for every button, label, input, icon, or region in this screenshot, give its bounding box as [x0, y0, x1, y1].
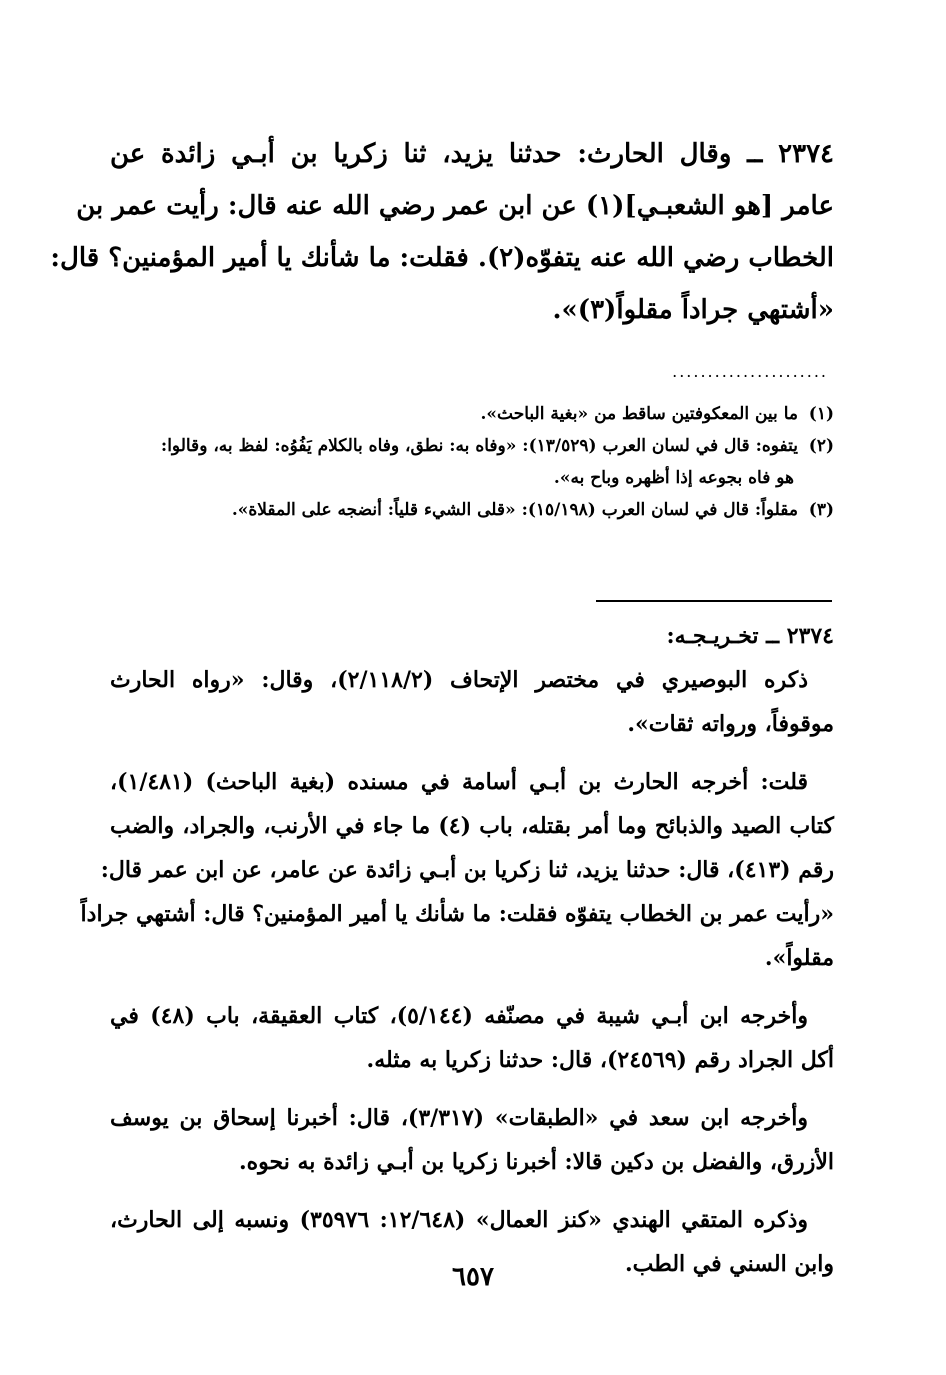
- footnote-text: هو فاه بجوعه إذا أظهره وباح به».: [553, 468, 794, 488]
- footnote-number: (١): [808, 404, 834, 424]
- takhrij-section: [80, 614, 834, 1286]
- paragraph-line: وذكره المتقي الهندي «كنز العمال» (١٢/٦٤٨: ٣٥٩٧٦) ونسبه إلى الحارث،: [110, 1207, 808, 1233]
- hadith-line: ٢٣٧٤ ــ وقال الحارث: حدثنا يزيد، ثنا زكريا بن أبـي زائدة عن: [110, 139, 834, 169]
- paragraph-line: الأزرق، والفضل بن دكين قالا: أخبرنا زكريا بن أبـي زائدة به نحوه.: [238, 1149, 834, 1175]
- paragraph-line: قلت: أخرجه الحارث بن أبـي أسامة في مسنده (بغية الباحث) (١/٤٨١)،: [110, 769, 808, 795]
- paragraph-line: ذكره البوصيري في مختصر الإتحاف (٢/١١٨/٢)، وقال: «رواه الحارث: [110, 667, 808, 693]
- footnote-text: مقلواً: قال في لسان العرب (١٥/١٩٨): «قلى الشيء قلياً: أنضجه على المقلاة».: [231, 500, 798, 520]
- footnote-separator: ......................: [672, 362, 828, 381]
- takhrij-heading: ٢٣٧٤ ــ تخـريـجـه:: [666, 623, 834, 649]
- footnote-number: (٣): [808, 500, 834, 520]
- takhrij-paragraph: [80, 760, 834, 980]
- section-rule: [596, 600, 832, 602]
- paragraph-line: وأخرجه ابن سعد في «الطبقات» (٣/٣١٧)، قال: أخبرنا إسحاق بن يوسف: [110, 1105, 809, 1131]
- paragraph-line: كتاب الصيد والذبائح وما أمر بقتله، باب (٤) ما جاء في الأرنب، والجراد، والضب: [110, 813, 834, 839]
- footnote-2-continuation: [110, 462, 834, 494]
- paragraph-line: وأخرجه ابن أبـي شيبة في مصنّفه (٥/١٤٤)، كتاب العقيقة، باب (٤٨) في: [110, 1003, 808, 1029]
- footnotes: [110, 398, 834, 526]
- footnote-3: [110, 494, 834, 526]
- page-number: ٦٥٧: [452, 1262, 494, 1292]
- paragraph-line: أكل الجراد رقم (٢٤٥٦٩)، قال: حدثنا زكريا به مثله.: [366, 1047, 834, 1073]
- paragraph-line: مقلواً».: [764, 945, 834, 971]
- hadith-line: عامر [هو الشعبـي](١) عن ابن عمر رضي الله عنه قال: رأيت عمر بن: [76, 191, 834, 221]
- takhrij-paragraph: [110, 994, 834, 1082]
- paragraph-line: وابن السني في الطب.: [625, 1251, 834, 1277]
- paragraph-line: «رأيت عمر بن الخطاب يتفوّه فقلت: ما شأنك يا أمير المؤمنين؟ قال: أشتهي جراداً: [80, 901, 834, 927]
- paragraph-line: رقم (٤١٣)، قال: حدثنا يزيد، ثنا زكريا بن أبـي زائدة عن عامر، عن ابن عمر قال:: [100, 857, 834, 883]
- hadith-text: [50, 128, 834, 336]
- footnote-number: (٢): [808, 436, 834, 456]
- paragraph-line: موقوفاً، ورواته ثقات».: [627, 711, 834, 737]
- takhrij-paragraph: [110, 1096, 834, 1184]
- footnote-1: [110, 398, 834, 430]
- footnote-text: يتفوه: قال في لسان العرب (١٣/٥٢٩): «وفاه به: نطق، وفاه بالكلام يَفُوُه: لفظ به، وقالوا:: [160, 436, 798, 456]
- footnote-text: ما بين المعكوفتين ساقط من «بغية الباحث».: [480, 404, 798, 424]
- hadith-line: الخطاب رضي الله عنه يتفوّه(٢). فقلت: ما شأنك يا أمير المؤمنين؟ قال:: [50, 243, 834, 273]
- hadith-line: «أشتهي جراداً مقلواً(٣)».: [552, 295, 834, 325]
- footnote-2: [110, 430, 834, 462]
- takhrij-paragraph: [110, 658, 834, 746]
